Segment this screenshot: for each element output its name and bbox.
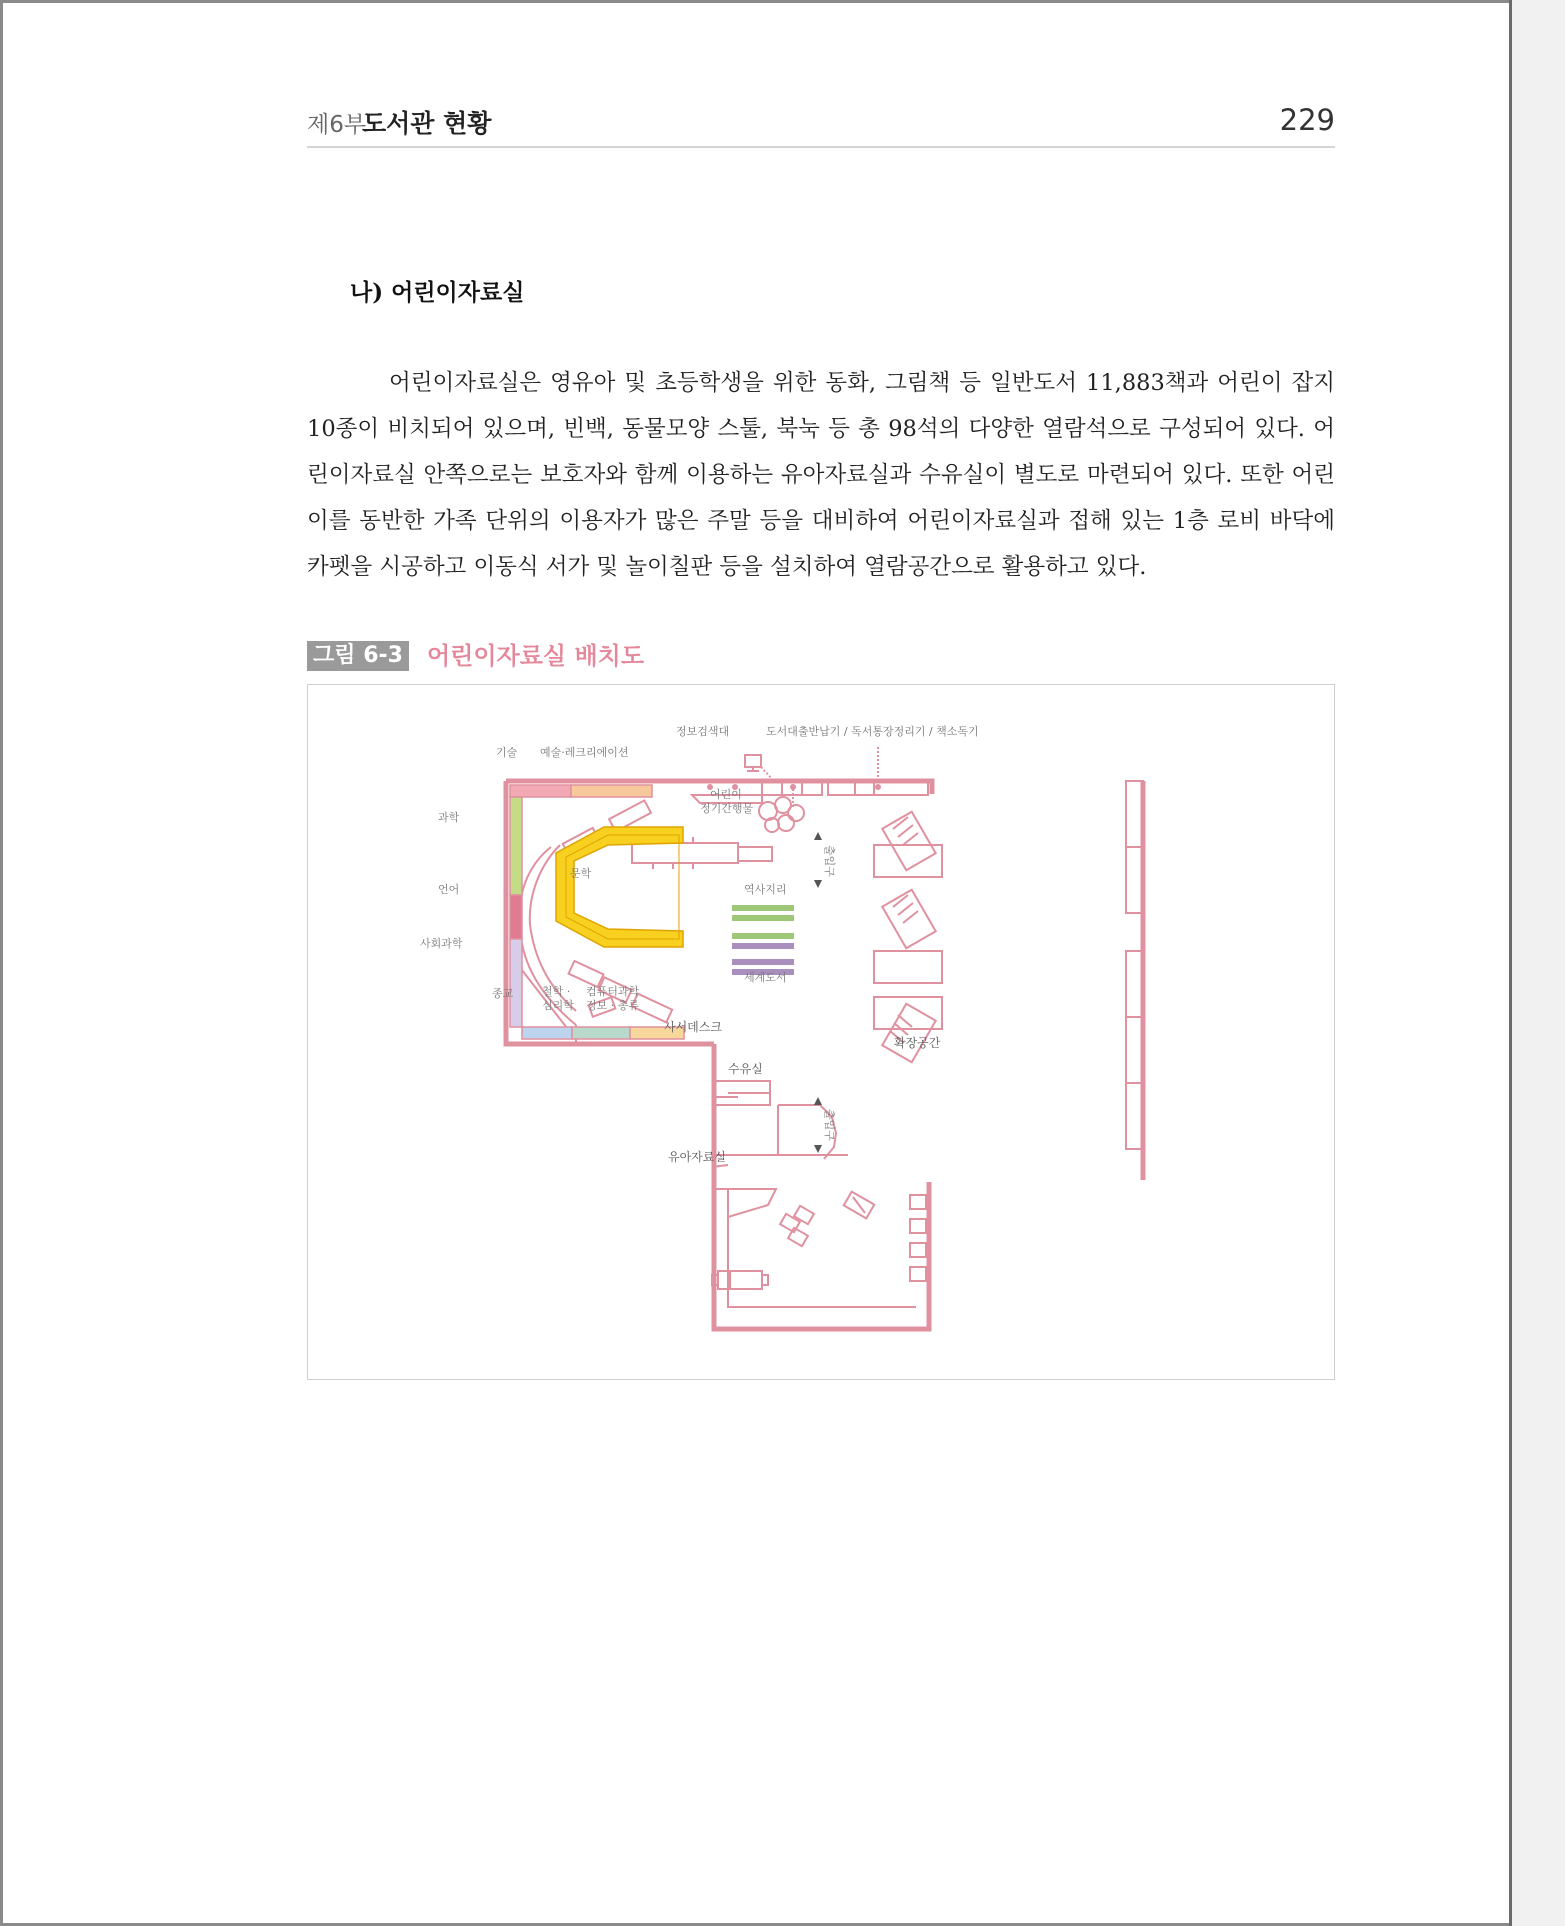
world-books-shelf	[732, 959, 794, 965]
floor-plan-diagram	[308, 685, 1336, 1381]
label-machines: 도서대출반납기 / 독서통장정리기 / 책소독기	[766, 725, 979, 738]
figure-title: 어린이자료실 배치도	[427, 642, 645, 670]
tech-shelf	[510, 785, 571, 797]
label-technology: 기술	[496, 746, 518, 759]
language-shelf	[510, 895, 522, 939]
history-geo-shelf	[732, 905, 794, 911]
entrance-arrow-icon	[814, 880, 822, 888]
expansion-wall-shelf	[1126, 1017, 1143, 1083]
floor-plan-figure	[307, 684, 1335, 1380]
science-shelf	[510, 797, 522, 895]
computer-icon	[745, 755, 761, 767]
section-heading: 나) 어린이자료실	[350, 279, 525, 306]
expansion-wall-shelf	[1126, 781, 1143, 847]
expansion-seating	[874, 951, 942, 983]
label-nursing-room: 수유실	[728, 1062, 763, 1076]
label-philosophy-1: 철학 ·	[542, 985, 571, 998]
viewer-top-border	[0, 0, 1512, 3]
label-entrance-bottom: 출입구	[823, 1109, 836, 1141]
label-entrance-top: 출입구	[823, 845, 836, 877]
expansion-wall-shelf	[1126, 951, 1143, 1017]
label-periodicals-1: 어린이	[710, 788, 742, 801]
religion-shelf	[522, 1027, 572, 1039]
infant-room-outer-wall	[714, 1081, 929, 1329]
periodicals-rack	[759, 797, 804, 832]
infant-table	[718, 1271, 762, 1289]
figure-number: 그림 6-3	[307, 641, 409, 671]
label-expansion: 확장공간	[894, 1036, 941, 1050]
label-religion: 종교	[492, 987, 514, 1000]
label-info-search: 정보검색대	[676, 725, 730, 738]
running-head	[307, 100, 1335, 148]
social-science-shelf	[510, 939, 522, 1027]
expansion-seating	[874, 845, 942, 877]
nursing-room-wall	[716, 1093, 770, 1105]
label-librarian-desk: 사서데스크	[664, 1020, 722, 1034]
entrance-arrow-icon	[814, 1145, 822, 1153]
body-paragraph: 어린이자료실은 영유아 및 초등학생을 위한 동화, 그림책 등 일반도서 11,883책과 어린이 잡지 10종이 비치되어 있으며, 빈백, 동물모양 스툴, 북눅 등 총 98석의 다양한 열람석으로 구성되어 있다. 어린이자료실 안쪽으로는 보호자와 함께 이용하는 유아자료실과 수유실이 별도로 마련되어 있다. 또한 어린이를 동반한 가족 단위의 이용자가 많은 주말 등을 대비하여 어린이자료실과 접해 있는 1층 로비 바닥에 카펫을 시공하고 이동식 서가 및 놀이칠판 등을 설치하여 열람공간으로 활용하고 있다.	[307, 370, 1335, 580]
entrance-arrow-icon	[814, 1097, 822, 1105]
label-world-books: 세계도서	[744, 971, 787, 984]
page-number: 229	[1279, 103, 1335, 137]
entrance-arrow-icon	[814, 832, 822, 840]
label-history-geo: 역사지리	[744, 883, 787, 896]
viewer-left-border	[0, 0, 3, 1926]
viewer-scroll-area[interactable]	[1509, 0, 1565, 1926]
expansion-wall-shelf	[1126, 847, 1143, 913]
reading-table	[632, 843, 738, 863]
literature-shelf	[556, 827, 683, 947]
label-arts: 예술·레크리에이션	[540, 746, 629, 759]
label-social-science: 사회과학	[420, 937, 463, 950]
label-infant-room: 유아자료실	[668, 1150, 726, 1164]
label-language: 언어	[438, 883, 460, 896]
chapter-title: 도서관 현황	[362, 109, 492, 138]
label-philosophy-2: 심리학	[542, 999, 574, 1012]
label-literature: 문학	[570, 867, 592, 880]
label-science: 과학	[438, 811, 460, 824]
expansion-wall-shelf	[1126, 1083, 1143, 1149]
philosophy-shelf	[572, 1027, 630, 1039]
label-computer-2: 정보 · 총류	[586, 999, 639, 1012]
label-computer-1: 컴퓨터과학	[586, 985, 640, 998]
part-label: 제6부	[307, 112, 367, 138]
label-periodicals-2: 정기간행물	[700, 802, 754, 815]
arts-shelf	[571, 785, 652, 797]
